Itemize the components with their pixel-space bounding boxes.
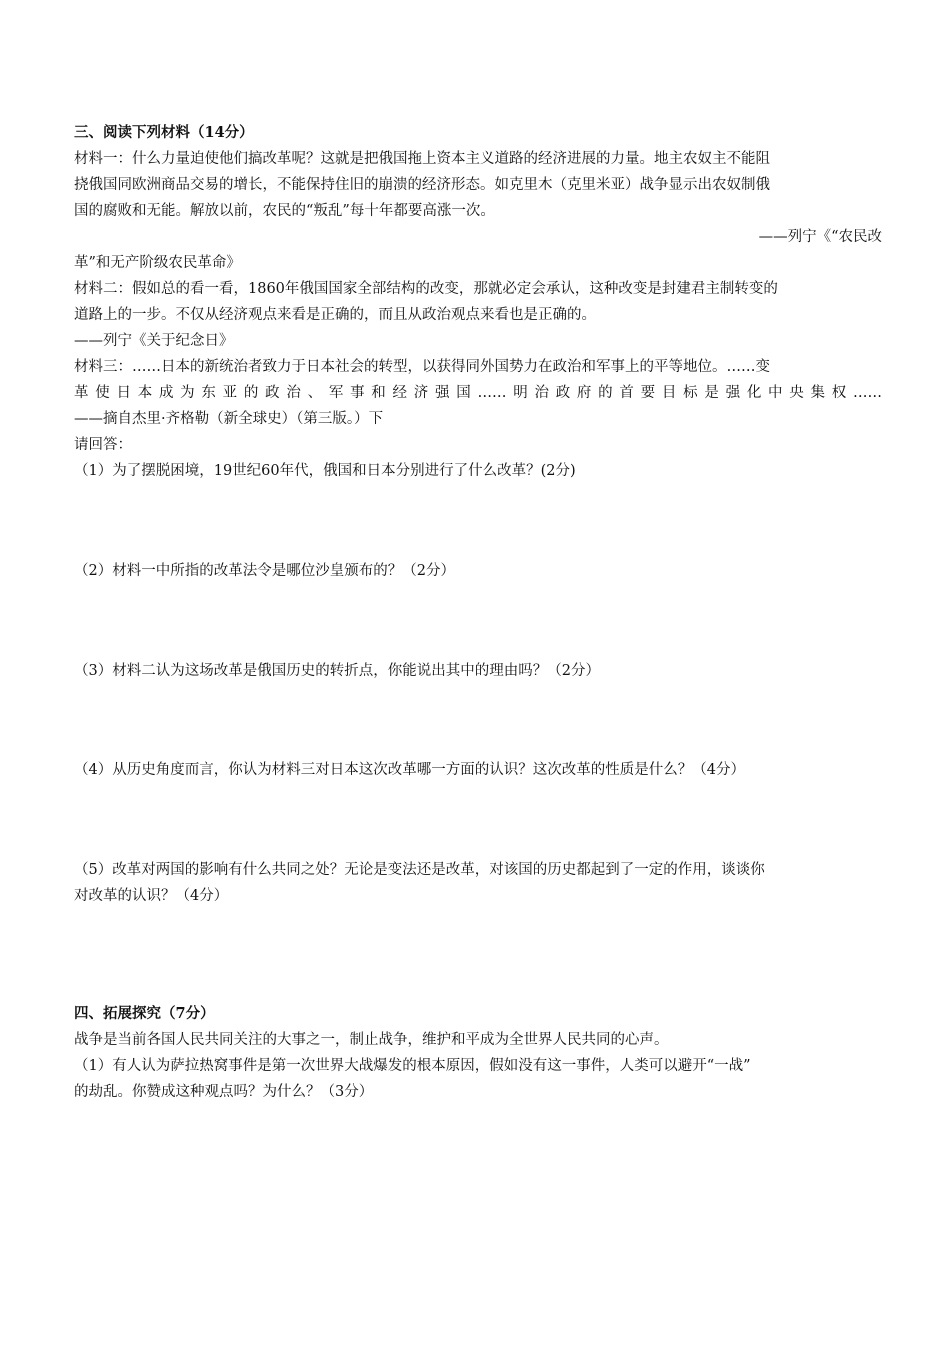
section-4-question-1-line-2: 的劫乱。你赞成这种观点吗？为什么？（3分） bbox=[74, 1084, 374, 1100]
question-4: （4）从历史角度而言，你认为材料三对日本这次改革哪一方面的认识？这次改革的性质是什么？（4分） bbox=[74, 762, 745, 778]
material-3-source: ——摘自杰里·齐格勒（新全球史）（第三版。）下 bbox=[74, 411, 384, 427]
answer-prompt: 请回答： bbox=[74, 437, 132, 453]
material-1-line-3: 国的腐败和无能。解放以前，农民的“叛乱”每十年都要高涨一次。 bbox=[74, 203, 495, 219]
question-1: （1）为了摆脱困境，19世纪60年代，俄国和日本分别进行了什么改革？(2分) bbox=[74, 463, 576, 479]
material-2 bbox=[74, 276, 882, 354]
section-4-question-1-line-1: （1）有人认为萨拉热窝事件是第一次世界大战爆发的根本原因，假如没有这一事件，人类可以避开“一战” bbox=[74, 1058, 751, 1074]
section-4-title: 四、拓展探究（7分） bbox=[74, 1005, 215, 1022]
material-1-line-2: 挠俄国同欧洲商品交易的增长，不能保持住旧的崩溃的经济形态。如克里木（克里米亚）战争显示出农奴制俄 bbox=[74, 177, 770, 193]
section-4-intro: 战争是当前各国人民共同关注的大事之一，制止战争，维护和平成为全世界人民共同的心声。 bbox=[74, 1032, 669, 1048]
exam-page bbox=[74, 120, 882, 1105]
section-3-title: 三、阅读下列材料（14分） bbox=[74, 124, 254, 141]
material-3-line-1: 材料三：……日本的新统治者致力于日本社会的转型，以获得同外国势力在政治和军事上的平等地位。……变 bbox=[74, 359, 770, 375]
material-3-line-2: 革使日本成为东亚的政治、军事和经济强国……明治政府的首要目标是强化中央集权…… bbox=[74, 385, 882, 401]
material-3 bbox=[74, 354, 882, 432]
question-3: （3）材料二认为这场改革是俄国历史的转折点，你能说出其中的理由吗？（2分） bbox=[74, 663, 600, 679]
question-5-line-1: （5）改革对两国的影响有什么共同之处？无论是变法还是改革，对该国的历史都起到了一定的作用，谈谈你 bbox=[74, 862, 765, 878]
material-1-source-line-2: 革”和无产阶级农民革命》 bbox=[74, 255, 241, 271]
material-2-line-2: 道路上的一步。不仅从经济观点来看是正确的，而且从政治观点来看也是正确的。 bbox=[74, 307, 596, 323]
material-2-line-1: 材料二：假如总的看一看，1860年俄国国家全部结构的改变，那就必定会承认，这种改变是封建君主制转变的 bbox=[74, 281, 778, 297]
question-2: （2）材料一中所指的改革法令是哪位沙皇颁布的？（2分） bbox=[74, 563, 455, 579]
material-1-line-1: 材料一：什么力量迫使他们搞改革呢？这就是把俄国拖上资本主义道路的经济进展的力量。地主农奴主不能阻 bbox=[74, 151, 770, 167]
material-1 bbox=[74, 146, 882, 276]
material-2-source: ——列宁《关于纪念日》 bbox=[74, 333, 234, 349]
material-1-source-line-1: ——列宁《“农民改 bbox=[758, 229, 882, 245]
question-5 bbox=[74, 857, 882, 1001]
section-4-question-1 bbox=[74, 1053, 882, 1105]
question-5-line-2: 对改革的认识？（4分） bbox=[74, 888, 229, 904]
